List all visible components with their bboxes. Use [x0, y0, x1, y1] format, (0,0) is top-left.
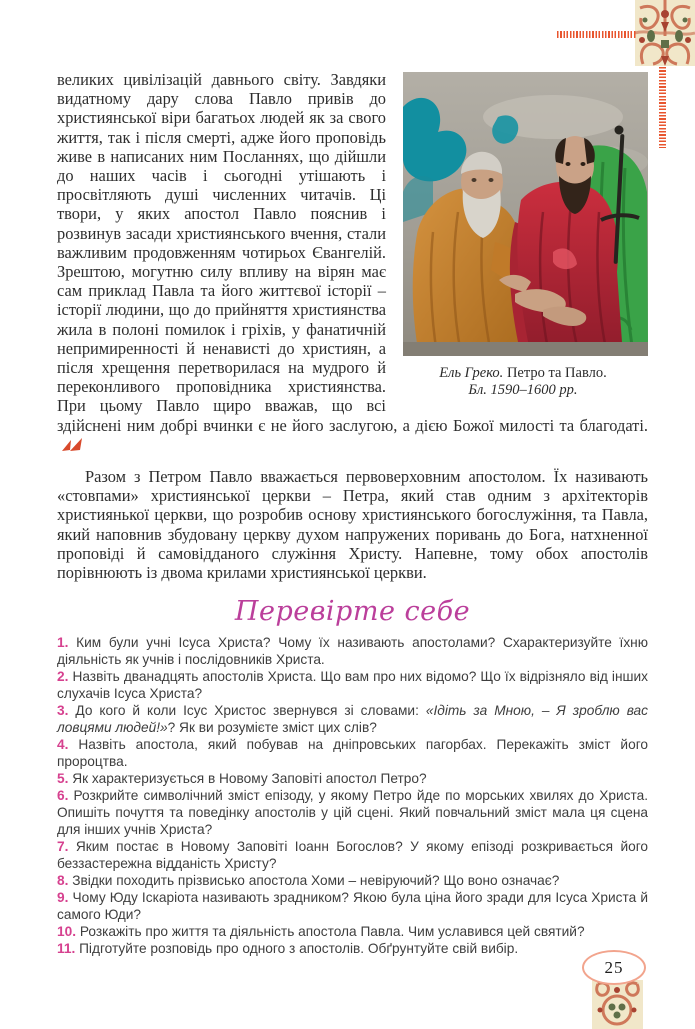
question-item — [57, 668, 648, 702]
question-number: 5. — [57, 771, 73, 787]
question-item — [57, 770, 648, 787]
dashed-rule-vertical — [659, 67, 666, 148]
question-text: Назвіть дванадцять апостолів Христа. Що вам про них відомо? Що їх відрізняло від інших слухачів Ісуса Христа? — [57, 669, 648, 702]
question-number: 2. — [57, 669, 73, 685]
question-item — [57, 923, 648, 940]
painting-peter-and-paul — [403, 72, 648, 356]
question-text: Ким були учні Ісуса Христа? Чому їх називають апостолами? Схарактеризуйте їхню діяльність як учнів і послідовників Христа. — [57, 635, 648, 668]
caption-title: Петро та Павло. — [503, 365, 607, 381]
figure-caption — [398, 365, 648, 398]
question-item — [57, 634, 648, 668]
question-text: До кого й коли Ісус Христос звернувся зі словами: — [75, 703, 426, 719]
question-text: Назвіть апостола, який побував на дніпровських пагорбах. Перекажіть зміст його пророцтва. — [57, 737, 648, 770]
question-number: 10. — [57, 924, 80, 940]
question-number: 4. — [57, 737, 79, 753]
question-number: 6. — [57, 788, 74, 804]
ornament-bottom-right — [592, 980, 643, 1029]
page-number-badge — [582, 950, 646, 985]
question-number: 7. — [57, 839, 76, 855]
question-text: Чому Юду Іскаріота називають зрадником? Якою була ціна його зради для Ісуса Христа й самого Юди? — [57, 890, 648, 923]
question-item — [57, 889, 648, 923]
caption-artist: Ель Греко. — [439, 365, 504, 381]
question-item — [57, 787, 648, 838]
question-item — [57, 872, 648, 889]
questions-list — [57, 634, 648, 957]
question-text: ? Як ви розумієте зміст цих слів? — [167, 720, 377, 736]
figure-el-greco — [398, 72, 648, 398]
ornament-top-right — [635, 0, 695, 66]
red-arrow-icon — [61, 437, 83, 452]
question-text: «Ідіть за Мною, – Я зроблю вас ловцями людей!» — [57, 703, 648, 736]
question-item — [57, 940, 648, 957]
question-text: Розкажіть про життя та діяльність апостола Павла. Чим уславився цей святий? — [79, 924, 585, 940]
section-heading-check-yourself: Перевірте себе — [234, 596, 471, 628]
question-text: Звідки походить прізвисько апостола Хоми – невіруючий? Що воно означає? — [72, 873, 560, 889]
question-item — [57, 838, 648, 872]
question-number: 1. — [57, 635, 77, 651]
question-item — [57, 736, 648, 770]
page-number: 25 — [604, 957, 624, 977]
paragraph-peter-and-paul: Разом з Петром Павло вважається первоверховним апостолом. Їх називають «стовпами» християнської церкви – Петра, який став одним з архітекторів християнької церкви, що розробив основу християнського богослужіння, та Павла, який наповнив збудовану церкву духом напружених поривань до Бога, натхненної проповіді й самовідданого служіння Христу. Напевне, тому обох апостолів порівнюють із двома крилами християнської церкви. — [57, 467, 648, 583]
paragraph-1-text: великих цивілізацій давнього світу. Завдяки видатному дару слова Павло привів до християнської віри багатьох людей як за свого життя, так і після смерті, адже його проповідь живе в написаних ним Посланнях, що дійшли до наших часів і сьогодні утішають і просвітляють душі численних читачів. Ці твори, у яких апостол Павло пояснив і розвинув засади християнського вчення, стали важливим продовженням чотирьох Євангелій. Зрештою, могутню силу впливу на вірян має сам приклад Павла та його життєвої історії – історії людини, що до прийняття християнства жила в полоні помилок і гріхів, у фанатичній непримиренності й ненависті до християн, а після хрещення перетворилася на мудрого й переконливого проповідника християнства. При цьому Павло щиро вважав, що всі здійснені ним добрі вчинки є не його заслугою, а дією Божої милості та благодаті. — [57, 70, 648, 435]
question-number: 8. — [57, 873, 73, 889]
question-text: Підготуйте розповідь про одного з апостолів. Обґрунтуйте свій вибір. — [79, 941, 519, 957]
question-text: Яким постає в Новому Заповіті Іоанн Богослов? У якому епізоді розкривається його беззастережна відданість Христу? — [57, 839, 649, 872]
page-content — [57, 70, 648, 957]
caption-date: Бл. 1590–1600 рр. — [468, 381, 578, 398]
question-number: 11. — [57, 941, 80, 957]
question-number: 9. — [57, 890, 73, 906]
question-item — [57, 702, 648, 736]
dashed-rule-horizontal — [557, 31, 637, 38]
question-text: Розкрийте символічний зміст епізоду, у якому Петро йде по морських хвилях до Христа. Опишіть почуття та поведінку апостолів у цій сцені. Який повчальний зміст мала ця сцена для інших учнів Христа? — [57, 788, 648, 838]
question-number: 3. — [57, 703, 76, 719]
question-text: Як характеризується в Новому Заповіті апостол Петро? — [72, 771, 427, 787]
